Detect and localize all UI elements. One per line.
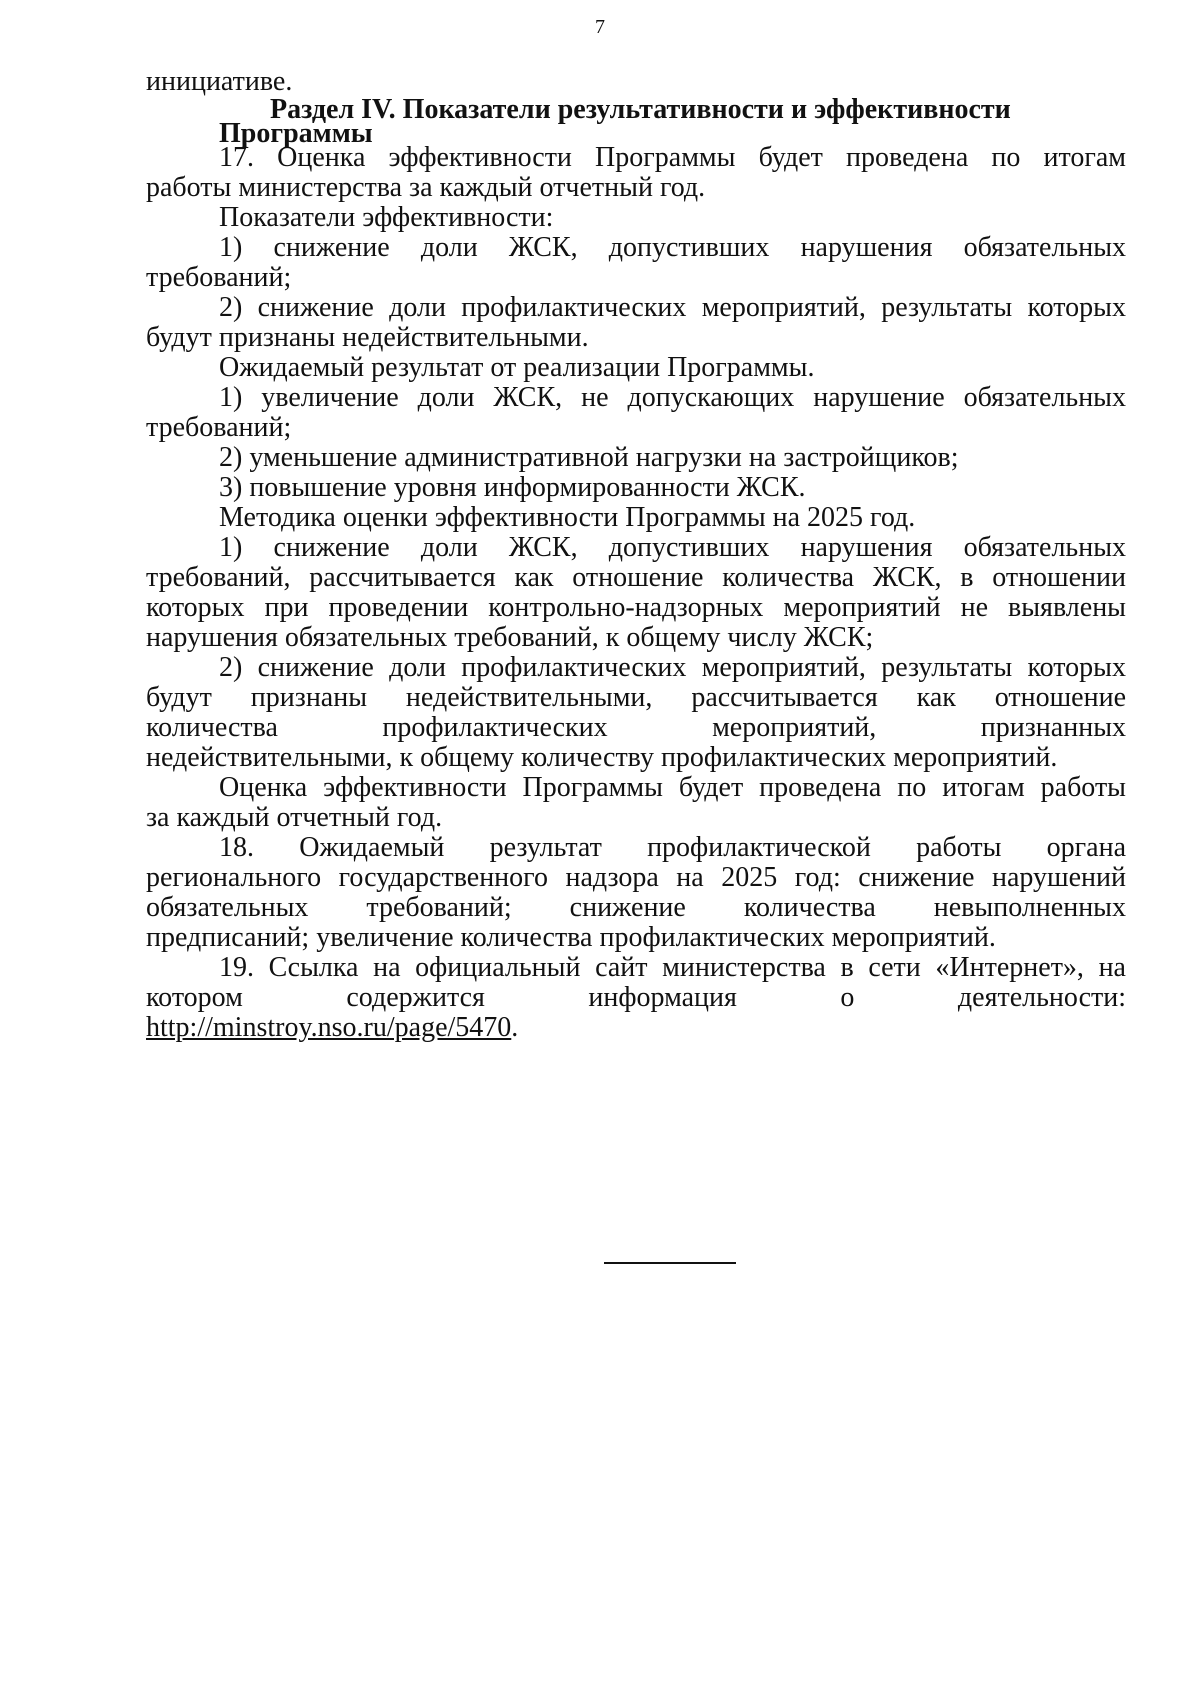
text-line: количества профилактических мероприятий, признанных — [146, 712, 1126, 743]
link-line — [146, 1012, 1126, 1044]
text-line: требований; — [146, 412, 292, 443]
text-line: 1) снижение доли ЖСК, допустивших нарушения обязательных — [219, 232, 1126, 263]
text-line: требований, рассчитывается как отношение количества ЖСК, в отношении — [146, 562, 1126, 593]
text-line: предписаний; увеличение количества профилактических мероприятий. — [146, 922, 996, 953]
text-line: 17. Оценка эффективности Программы будет проведена по итогам — [219, 142, 1126, 173]
text-line: 1) снижение доли ЖСК, допустивших нарушения обязательных — [219, 532, 1126, 563]
text-line: 2) снижение доли профилактических мероприятий, результаты которых — [219, 292, 1126, 323]
text-line: за каждый отчетный год. — [146, 802, 443, 833]
page-number: 7 — [595, 16, 605, 38]
text-line: Ожидаемый результат от реализации Программы. — [219, 352, 815, 383]
text-line: регионального государственного надзора на 2025 год: снижение нарушений — [146, 862, 1126, 893]
text-line: Показатели эффективности: — [219, 202, 554, 233]
text-line: инициативе. — [146, 66, 293, 97]
text-line: будут признаны недействительными. — [146, 322, 589, 353]
text-line: 2) снижение доли профилактических мероприятий, результаты которых — [219, 652, 1126, 683]
website-link[interactable]: http://minstroy.nso.ru/page/5470 — [146, 1012, 512, 1043]
text-line: 3) повышение уровня информированности ЖСК. — [219, 472, 806, 503]
text-line: будут признаны недействительными, рассчитывается как отношение — [146, 682, 1126, 713]
text-line: которых при проведении контрольно-надзорных мероприятий не выявлены — [146, 592, 1126, 623]
text-line: работы министерства за каждый отчетный год. — [146, 172, 706, 203]
text-line: Оценка эффективности Программы будет проведена по итогам работы — [219, 772, 1126, 803]
text-line: требований; — [146, 262, 292, 293]
text-line: обязательных требований; снижение количества невыполненных — [146, 892, 1126, 923]
text-line: 1) увеличение доли ЖСК, не допускающих нарушение обязательных — [219, 382, 1126, 413]
link-trailing-period: . — [511, 1012, 519, 1043]
end-divider — [604, 1262, 736, 1264]
text-line: нарушения обязательных требований, к общему числу ЖСК; — [146, 622, 874, 653]
section-heading: Раздел IV. Показатели результативности и эффективности — [270, 94, 1011, 125]
text-line: 2) уменьшение административной нагрузки на застройщиков; — [219, 442, 959, 473]
section-heading-cont: Программы — [219, 118, 373, 149]
text-line: котором содержится информация о деятельности: — [146, 982, 1126, 1013]
text-line: 18. Ожидаемый результат профилактической работы органа — [219, 832, 1126, 863]
text-line: Методика оценки эффективности Программы на 2025 год. — [219, 502, 916, 533]
text-line: 19. Ссылка на официальный сайт министерства в сети «Интернет», на — [219, 952, 1126, 983]
text-line: недействительными, к общему количеству профилактических мероприятий. — [146, 742, 1058, 773]
